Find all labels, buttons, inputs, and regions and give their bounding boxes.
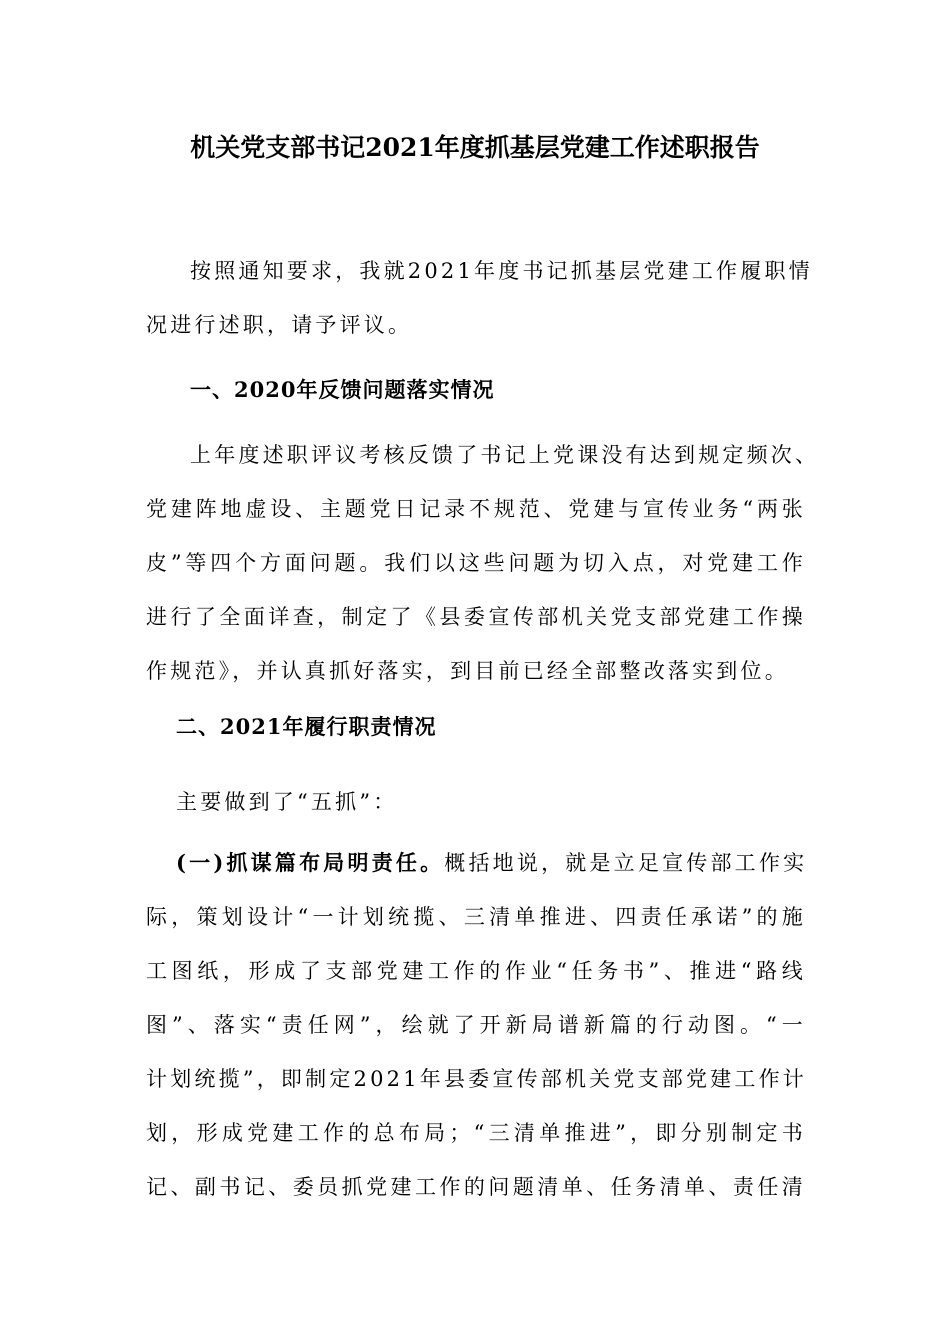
item1-line-1 [146, 836, 806, 890]
section-heading-1: 一、2020年反馈问题落实情况 [190, 377, 495, 402]
section-heading-2: 二、2021年履行职责情况 [176, 714, 437, 739]
section1-line-2: 党建阵地虚设、主题党日记录不规范、党建与宣传业务“两张 [146, 497, 806, 521]
item1-line-7: 记、副书记、委员抓党建工作的问题清单、任务清单、责任清 [146, 1175, 806, 1199]
item1-line-2: 际，策划设计“一计划统揽、三清单推进、四责任承诺”的施 [146, 905, 806, 929]
item1-paragraph [146, 836, 806, 1214]
section1-line-1: 上年度述职评议考核反馈了书记上党课没有达到规定频次、 [190, 443, 820, 467]
intro-line-2: 况进行述职，请予评议。 [146, 313, 413, 337]
document-title: 机关党支部书记2021年度抓基层党建工作述职报告 [190, 133, 760, 162]
item1-line-4: 图”、落实“责任网”，绘就了开新局谱新篇的行动图。“一 [146, 1013, 806, 1037]
item1-line-5: 计划统揽”，即制定2021年县委宣传部机关党支部党建工作计 [146, 1067, 807, 1091]
item1-line-1-rest: 概括地说，就是立足宣传部工作实 [444, 851, 808, 875]
item1-bold-heading: (一)抓谋篇布局明责任。 [176, 850, 445, 875]
section2-lead-text: 主要做到了“五抓”： [176, 790, 398, 814]
section2-lead [176, 775, 776, 829]
item1-line-6: 划，形成党建工作的总布局；“三清单推进”，即分别制定书 [146, 1121, 806, 1145]
section1-line-3: 皮”等四个方面问题。我们以这些问题为切入点，对党建工作 [146, 551, 806, 575]
intro-line-1: 按照通知要求，我就2021年度书记抓基层党建工作履职情 [190, 259, 813, 283]
section1-line-5: 作规范》，并认真抓好落实，到目前已经全部整改落实到位。 [146, 659, 789, 683]
section1-paragraph [146, 428, 820, 698]
section1-line-4: 进行了全面详查，制定了《县委宣传部机关党支部党建工作操 [146, 605, 806, 629]
intro-paragraph [146, 244, 813, 352]
item1-line-3: 工图纸，形成了支部党建工作的作业“任务书”、推进“路线 [146, 959, 806, 983]
